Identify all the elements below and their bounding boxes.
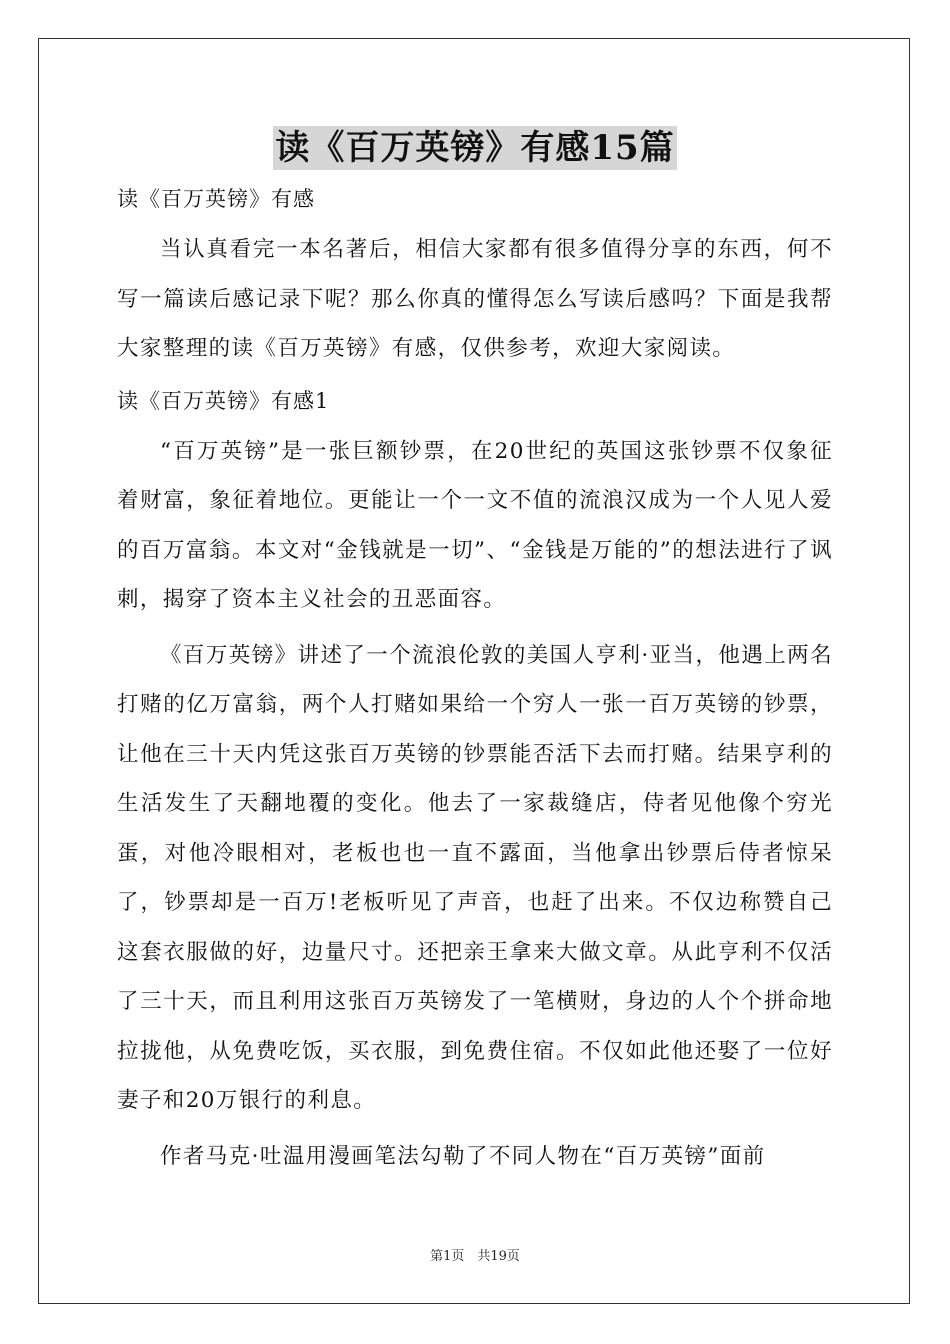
body-paragraph: “百万英镑”是一张巨额钞票，在20世纪的英国这张钞票不仅象征着财富，象征着地位。更能让一个一文不值的流浪汉成为一个人见人爱的百万富翁。本文对“金钱就是一切”、“金钱是万能的”的想法进行了讽刺，揭穿了资本主义社会的丑恶面容。: [117, 438, 833, 612]
section-heading: 读《百万英镑》有感1: [117, 388, 330, 413]
intro-heading: 读《百万英镑》有感: [117, 187, 315, 211]
intro-paragraph: 当认真看完一本名著后，相信大家都有很多值得分享的东西，何不写一篇读后感记录下呢？那么你真的懂得怎么写读后感吗？下面是我帮大家整理的读《百万英镑》有感，仅供参考，欢迎大家阅读。: [117, 237, 833, 361]
document-body: [117, 178, 833, 1187]
page-footer: 第1页 共19页: [430, 1249, 520, 1264]
body-paragraph: 《百万英镑》讲述了一个流浪伦敦的美国人亨利·亚当，他遇上两名打赌的亿万富翁，两个人打赌如果给一个穷人一张一百万英镑的钞票，让他在三十天内凭这张百万英镑的钞票能否活下去而打赌。结果亨利的生活发生了天翻地覆的变化。他去了一家裁缝店，侍者见他像个穷光蛋，对他冷眼相对，老板也也一直不露面，当他拿出钞票后侍者惊呆了，钞票却是一百万!老板听见了声音，也赶了出来。不仅边称赞自己这套衣服做的好，边量尺寸。还把亲王拿来大做文章。从此亨利不仅活了三十天，而且利用这张百万英镑发了一笔横财，身边的人个个拼命地拉拢他，从免费吃饭，买衣服，到免费住宿。不仅如此他还娶了一位好妻子和20万银行的利息。: [117, 642, 833, 1113]
document-title: [0, 126, 950, 170]
body-paragraph: 作者马克·吐温用漫画笔法勾勒了不同人物在“百万英镑”面前: [160, 1143, 766, 1169]
document-title-text: 读《百万英镑》有感15篇: [275, 128, 675, 168]
